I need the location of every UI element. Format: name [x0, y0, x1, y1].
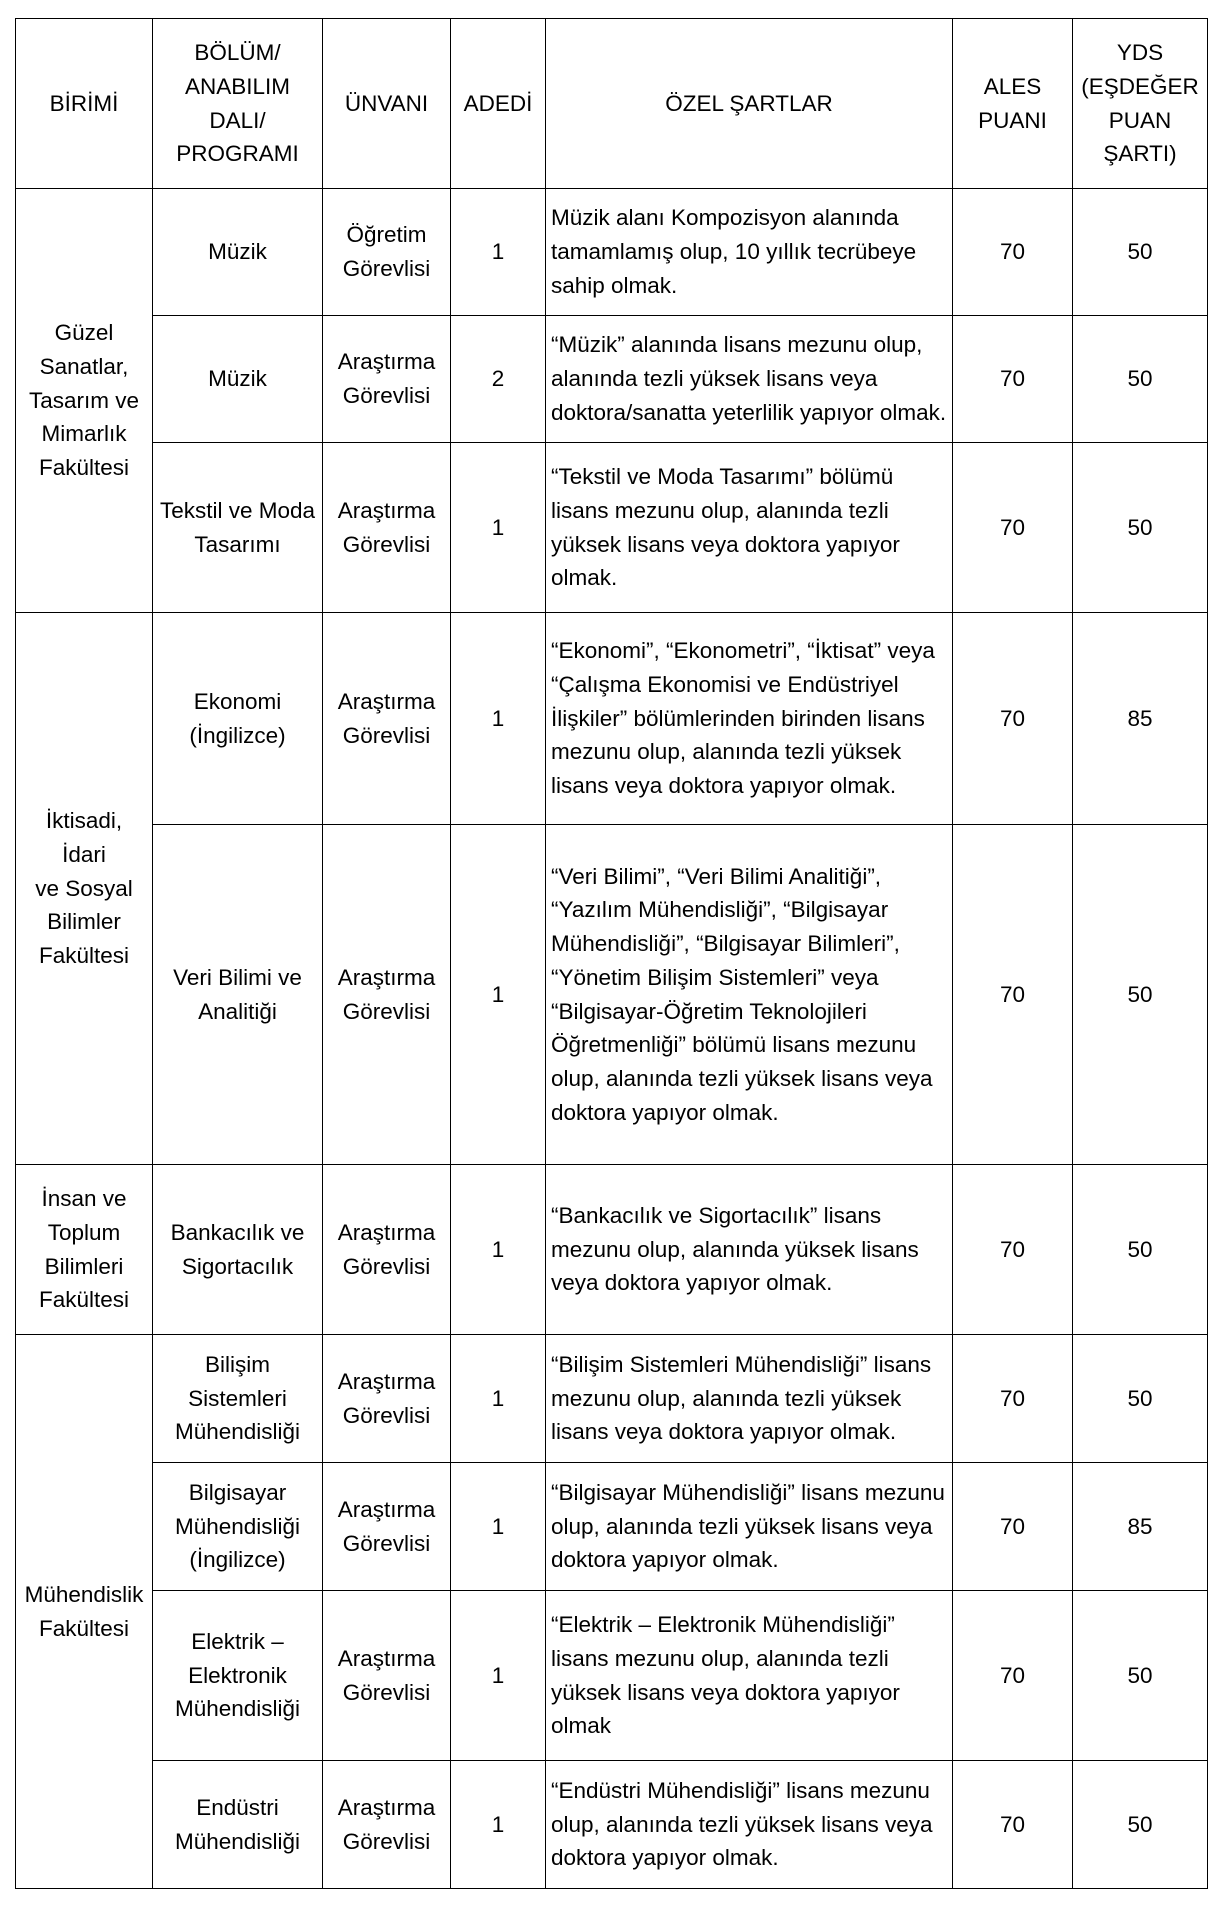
- ales-cell: 70: [953, 1335, 1073, 1463]
- count-cell: 1: [451, 1463, 546, 1591]
- department-cell: Veri Bilimi ve Analitiği: [153, 825, 323, 1165]
- title-cell: Araştırma Görevlisi: [323, 316, 451, 443]
- header-ales: ALES PUANI: [953, 19, 1073, 189]
- header-department: BÖLÜM/ ANABILIM DALI/ PROGRAMI: [153, 19, 323, 189]
- ales-cell: 70: [953, 189, 1073, 316]
- header-conditions: ÖZEL ŞARTLAR: [546, 19, 953, 189]
- ales-cell: 70: [953, 1591, 1073, 1761]
- count-cell: 2: [451, 316, 546, 443]
- yds-cell: 85: [1073, 1463, 1208, 1591]
- count-cell: 1: [451, 189, 546, 316]
- department-cell: Tekstil ve Moda Tasarımı: [153, 443, 323, 613]
- table-row: [16, 825, 1208, 1165]
- header-unit: BİRİMİ: [16, 19, 153, 189]
- conditions-cell: “Veri Bilimi”, “Veri Bilimi Analitiği”, “Yazılım Mühendisliği”, “Bilgisayar Mühendisliği”, “Bilgisayar Bilimleri”, “Yönetim Bilişim Sistemleri” veya “Bilgisayar-Öğretim Teknolojileri Öğretmenliği” bölümü lisans mezunu olup, alanında tezli yüksek lisans veya doktora yapıyor olmak.: [546, 825, 953, 1165]
- count-cell: 1: [451, 443, 546, 613]
- table-row: [16, 316, 1208, 443]
- yds-cell: 50: [1073, 316, 1208, 443]
- unit-cell-economics: İktisadi, İdari ve Sosyal Bilimler Fakültesi: [16, 613, 153, 1165]
- conditions-cell: “Bilişim Sistemleri Mühendisliği” lisans mezunu olup, alanında tezli yüksek lisans veya doktora yapıyor olmak.: [546, 1335, 953, 1463]
- conditions-cell: “Elektrik – Elektronik Mühendisliği” lisans mezunu olup, alanında tezli yüksek lisans veya doktora yapıyor olmak: [546, 1591, 953, 1761]
- yds-cell: 50: [1073, 1591, 1208, 1761]
- yds-cell: 50: [1073, 443, 1208, 613]
- department-cell: Endüstri Mühendisliği: [153, 1761, 323, 1889]
- department-cell: Müzik: [153, 189, 323, 316]
- unit-cell-humanities: İnsan ve Toplum Bilimleri Fakültesi: [16, 1165, 153, 1335]
- table-row: [16, 1165, 1208, 1335]
- unit-cell-fine-arts: Güzel Sanatlar, Tasarım ve Mimarlık Fakültesi: [16, 189, 153, 613]
- title-cell: Araştırma Görevlisi: [323, 1463, 451, 1591]
- conditions-cell: “Endüstri Mühendisliği” lisans mezunu olup, alanında tezli yüksek lisans veya doktora yapıyor olmak.: [546, 1761, 953, 1889]
- yds-cell: 85: [1073, 613, 1208, 825]
- department-cell: Bilgisayar Mühendisliği (İngilizce): [153, 1463, 323, 1591]
- table-row: [16, 443, 1208, 613]
- conditions-cell: Müzik alanı Kompozisyon alanında tamamlamış olup, 10 yıllık tecrübeye sahip olmak.: [546, 189, 953, 316]
- title-cell: Araştırma Görevlisi: [323, 1591, 451, 1761]
- title-cell: Öğretim Görevlisi: [323, 189, 451, 316]
- department-cell: Müzik: [153, 316, 323, 443]
- yds-cell: 50: [1073, 1761, 1208, 1889]
- header-title: ÜNVANI: [323, 19, 451, 189]
- yds-cell: 50: [1073, 825, 1208, 1165]
- ales-cell: 70: [953, 825, 1073, 1165]
- table-row: [16, 189, 1208, 316]
- conditions-cell: “Müzik” alanında lisans mezunu olup, alanında tezli yüksek lisans veya doktora/sanatta yeterlilik yapıyor olmak.: [546, 316, 953, 443]
- count-cell: 1: [451, 1165, 546, 1335]
- title-cell: Araştırma Görevlisi: [323, 1335, 451, 1463]
- conditions-cell: “Ekonomi”, “Ekonometri”, “İktisat” veya “Çalışma Ekonomisi ve Endüstriyel İlişkiler” bölümlerinden birinden lisans mezunu olup, alanında tezli yüksek lisans veya doktora yapıyor olmak.: [546, 613, 953, 825]
- table-row: [16, 1463, 1208, 1591]
- count-cell: 1: [451, 613, 546, 825]
- yds-cell: 50: [1073, 189, 1208, 316]
- conditions-cell: “Tekstil ve Moda Tasarımı” bölümü lisans mezunu olup, alanında tezli yüksek lisans veya doktora yapıyor olmak.: [546, 443, 953, 613]
- title-cell: Araştırma Görevlisi: [323, 825, 451, 1165]
- department-cell: Elektrik – Elektronik Mühendisliği: [153, 1591, 323, 1761]
- count-cell: 1: [451, 1591, 546, 1761]
- table-row: [16, 1335, 1208, 1463]
- positions-table: [15, 18, 1208, 1889]
- table-row: [16, 1761, 1208, 1889]
- header-count: ADEDİ: [451, 19, 546, 189]
- count-cell: 1: [451, 825, 546, 1165]
- yds-cell: 50: [1073, 1165, 1208, 1335]
- yds-cell: 50: [1073, 1335, 1208, 1463]
- header-row: [16, 19, 1208, 189]
- unit-cell-engineering: Mühendislik Fakültesi: [16, 1335, 153, 1889]
- ales-cell: 70: [953, 1463, 1073, 1591]
- ales-cell: 70: [953, 1761, 1073, 1889]
- count-cell: 1: [451, 1761, 546, 1889]
- ales-cell: 70: [953, 613, 1073, 825]
- conditions-cell: “Bankacılık ve Sigortacılık” lisans mezunu olup, alanında yüksek lisans veya doktora yapıyor olmak.: [546, 1165, 953, 1335]
- department-cell: Bankacılık ve Sigortacılık: [153, 1165, 323, 1335]
- title-cell: Araştırma Görevlisi: [323, 1761, 451, 1889]
- title-cell: Araştırma Görevlisi: [323, 1165, 451, 1335]
- header-yds: YDS (EŞDEĞER PUAN ŞARTI): [1073, 19, 1208, 189]
- ales-cell: 70: [953, 316, 1073, 443]
- title-cell: Araştırma Görevlisi: [323, 443, 451, 613]
- ales-cell: 70: [953, 1165, 1073, 1335]
- count-cell: 1: [451, 1335, 546, 1463]
- title-cell: Araştırma Görevlisi: [323, 613, 451, 825]
- department-cell: Ekonomi (İngilizce): [153, 613, 323, 825]
- table-row: [16, 1591, 1208, 1761]
- department-cell: Bilişim Sistemleri Mühendisliği: [153, 1335, 323, 1463]
- conditions-cell: “Bilgisayar Mühendisliği” lisans mezunu olup, alanında tezli yüksek lisans veya doktora yapıyor olmak.: [546, 1463, 953, 1591]
- table-row: [16, 613, 1208, 825]
- ales-cell: 70: [953, 443, 1073, 613]
